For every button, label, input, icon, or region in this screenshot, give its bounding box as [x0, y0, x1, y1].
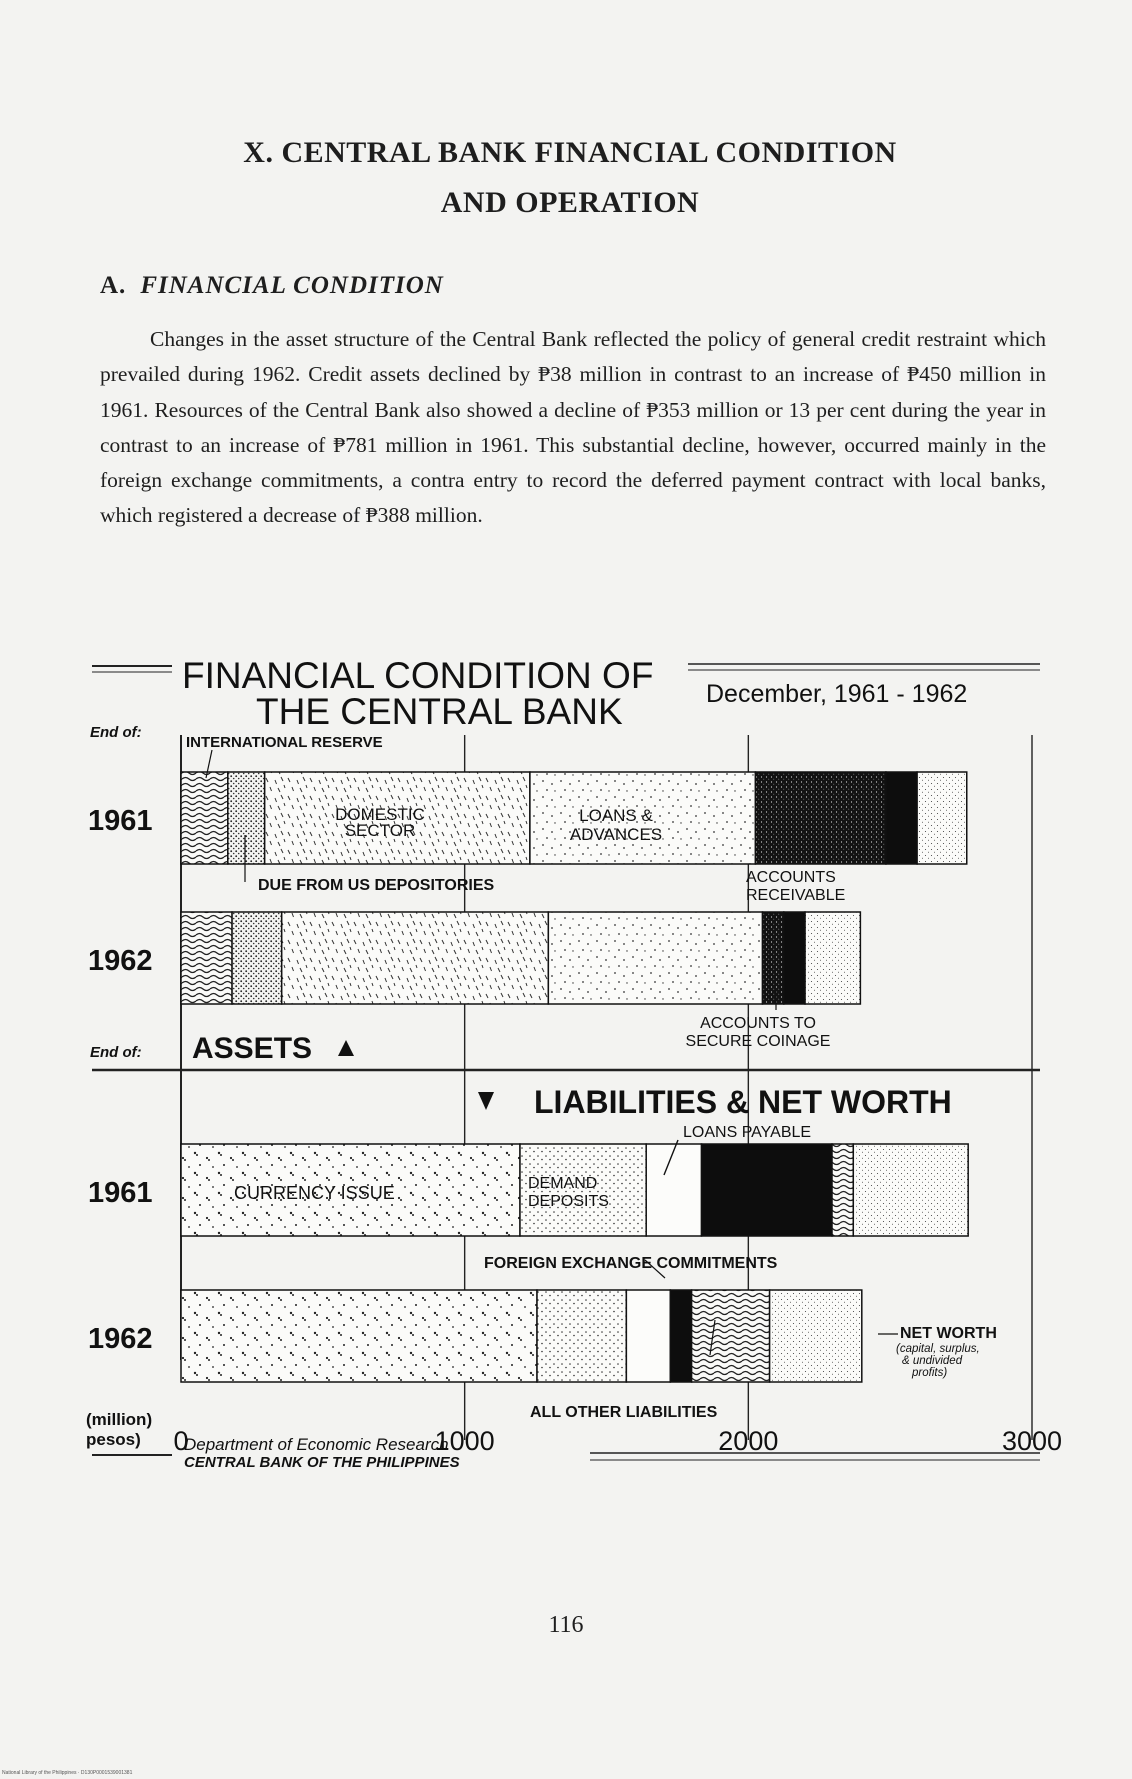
category-label: 1962 — [88, 1323, 153, 1355]
x-tick-label: 0 — [173, 1426, 189, 1456]
label-all-other-liabilities: ALL OTHER LIABILITIES — [530, 1404, 718, 1421]
label-domestic-2: SECTOR — [344, 821, 416, 840]
chapter-title-line-1: X. CENTRAL BANK FINANCIAL CONDITION — [243, 136, 897, 169]
label-accounts-rec-2: RECEIVABLE — [746, 887, 846, 904]
bar-segment-international-reserve — [181, 912, 232, 1004]
bar-segment-other — [917, 772, 967, 864]
section-title: FINANCIAL CONDITION — [140, 272, 444, 299]
label-accounts-rec-1: ACCOUNTS — [746, 869, 836, 886]
label-demand-1: DEMAND — [528, 1175, 598, 1192]
label-loans-2: ADVANCES — [569, 825, 663, 844]
bar-segment-accounts-receivable — [763, 912, 784, 1004]
bar-segment-domestic-sector — [282, 912, 549, 1004]
label-fx-commitments: FOREIGN EXCHANGE COMMITMENTS — [484, 1255, 778, 1272]
chapter-title — [100, 128, 1040, 228]
bar-segment-other — [805, 912, 860, 1004]
net-worth-note-3: profits) — [912, 1367, 948, 1379]
label-international-reserve: INTERNATIONAL RESERVE — [186, 734, 383, 751]
bar-segment-loans-payable — [670, 1290, 691, 1382]
bar-segment-loans-advances — [548, 912, 762, 1004]
label-net-worth: NET WORTH — [900, 1325, 997, 1342]
bar-segment-loans-payable — [702, 1144, 832, 1236]
x-tick-label: 2000 — [718, 1426, 779, 1456]
label-coinage-1: ACCOUNTS TO — [700, 1015, 816, 1032]
bar-segment-foreign-exchange-commitments — [646, 1144, 701, 1236]
x-tick-label: 3000 — [1001, 1426, 1063, 1456]
bar-segment-accounts-receivable — [755, 772, 885, 864]
bar-segment-all-other-liabilities — [832, 1144, 853, 1236]
chart-subtitle: December, 1961 - 1962 — [706, 680, 968, 708]
label-due-from-us: DUE FROM US DEPOSITORIES — [258, 877, 495, 894]
page-number: 116 — [548, 1612, 584, 1638]
body-paragraph: Changes in the asset structure of the Central Bank reflected the policy of general credit restraint which prevailed during 1962. Credit assets declined by ₱38 million in contrast to an increase of ₱450 million in 1961. Resources of the Central Bank also showed a decline of ₱353 million or 13 per cent during the year in contrast to an increase of ₱781 million in 1961. This substantial decline, however, occurred mainly in the foreign exchange commitments, a contra entry to record the deferred payment contract with local banks, which registered a decrease of ₱388 million. — [100, 327, 1046, 528]
label-currency-issue: CURRENCY ISSUE — [234, 1183, 395, 1203]
label-loans-1: LOANS & — [579, 806, 653, 825]
section-number: A. — [100, 272, 127, 299]
chart-title-line-2: THE CENTRAL BANK — [256, 691, 623, 732]
end-of-label: End of: — [90, 1044, 142, 1061]
down-triangle-icon — [478, 1092, 494, 1110]
source-line-2: CENTRAL BANK OF THE PHILIPPINES — [184, 1454, 460, 1471]
category-label: 1962 — [88, 945, 153, 977]
net-worth-note-2: & undivided — [902, 1355, 963, 1367]
label-coinage-2: SECURE COINAGE — [685, 1033, 831, 1050]
unit-label-2: pesos) — [86, 1430, 141, 1449]
end-of-label: End of: — [90, 724, 142, 741]
bar-segment-international-reserve — [181, 772, 228, 864]
assets-panel-label: ASSETS — [192, 1032, 313, 1065]
bar-segment-accounts-to-secure-coinage — [886, 772, 917, 864]
bar-segment-accounts-to-secure-coinage — [784, 912, 805, 1004]
label-loans-payable: LOANS PAYABLE — [683, 1124, 812, 1141]
bar-segment-due-from-us-depositories — [228, 772, 265, 864]
bar-segment-all-other-liabilities — [692, 1290, 770, 1382]
bar-segment-net-worth — [770, 1290, 862, 1382]
financial-condition-chart — [0, 650, 1132, 1520]
category-label: 1961 — [88, 1177, 153, 1209]
chapter-title-line-2: AND OPERATION — [440, 186, 700, 219]
category-label: 1961 — [88, 805, 153, 837]
bar-segment-due-from-us-depositories — [232, 912, 282, 1004]
bar-segment-net-worth — [853, 1144, 968, 1236]
net-worth-note-1: (capital, surplus, — [896, 1343, 980, 1355]
liabilities-panel-label: LIABILITIES & NET WORTH — [534, 1084, 952, 1120]
label-domestic-1: DOMESTIC — [335, 805, 425, 824]
bar-segment-foreign-exchange-commitments — [626, 1290, 670, 1382]
chart-title-line-1: FINANCIAL CONDITION OF — [182, 655, 654, 696]
bars — [88, 772, 968, 1382]
x-tick-label: 1000 — [434, 1426, 495, 1456]
scan-footer-note: National Library of the Philippines · D130P0001539001381 — [2, 1770, 133, 1776]
unit-label-1: (million) — [86, 1410, 153, 1429]
bar-segment-currency-issue — [181, 1290, 537, 1382]
label-demand-2: DEPOSITS — [528, 1193, 609, 1210]
bar-segment-demand-deposits — [537, 1290, 626, 1382]
section-heading — [100, 272, 444, 300]
up-triangle-icon — [338, 1040, 354, 1056]
source-line-1: Department of Economic Research — [184, 1435, 449, 1454]
